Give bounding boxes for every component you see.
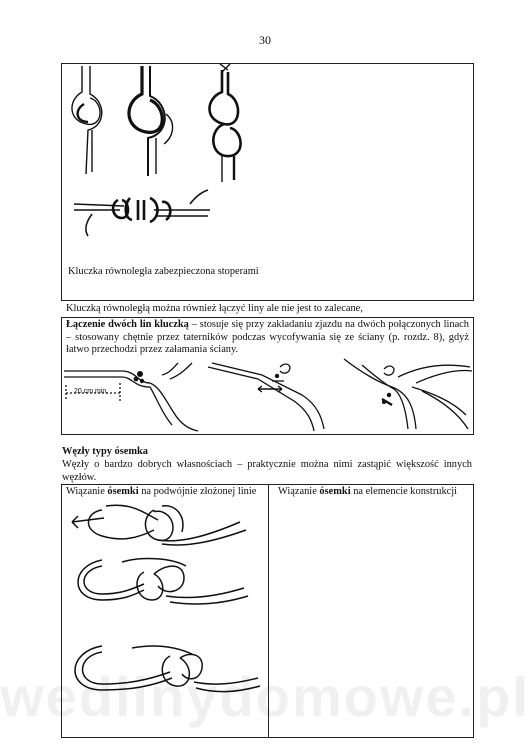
parallel-knot-with-stoppers-illustration — [70, 186, 220, 242]
joining-ropes-description: – stosuje się przy zakładaniu zjazdu na dwóch połączonych linach – stosowany chętnie przez taterników podczas wycofywania się ze ściany (p. rozdz. 8), gdyż łatwo przechodzi przez załamania ściany. — [66, 319, 469, 356]
section-intro: Węzły o bardzo dobrych własnościach – praktycznie można nimi zastąpić większość innych węzłów. — [62, 459, 472, 483]
section-heading: Węzły typy ósemka — [62, 446, 149, 457]
joining-ropes-term: Łączenie dwóch lin kluczką — [66, 319, 189, 330]
parallel-knot-note: Kluczką równoległą można również łączyć liny ale nie jest to zalecane, — [66, 303, 363, 314]
figure-caption: Kluczka równoległa zabezpieczona stoperami — [68, 266, 259, 277]
knot-tying-steps-illustration — [62, 64, 292, 188]
divider — [61, 300, 474, 301]
column-left-title: Wiązanie ósemki na podwójnie złożonej linie — [66, 486, 257, 497]
page-number: 30 — [259, 33, 271, 47]
column-right-title: Wiązanie ósemki na elemencie konstrukcji — [278, 486, 458, 497]
joining-two-ropes-illustration — [62, 357, 474, 433]
joining-ropes-paragraph — [66, 319, 469, 357]
measure-label: 20 cm min. — [74, 388, 109, 395]
watermark: wedlinydomowe.pl — [0, 665, 530, 728]
